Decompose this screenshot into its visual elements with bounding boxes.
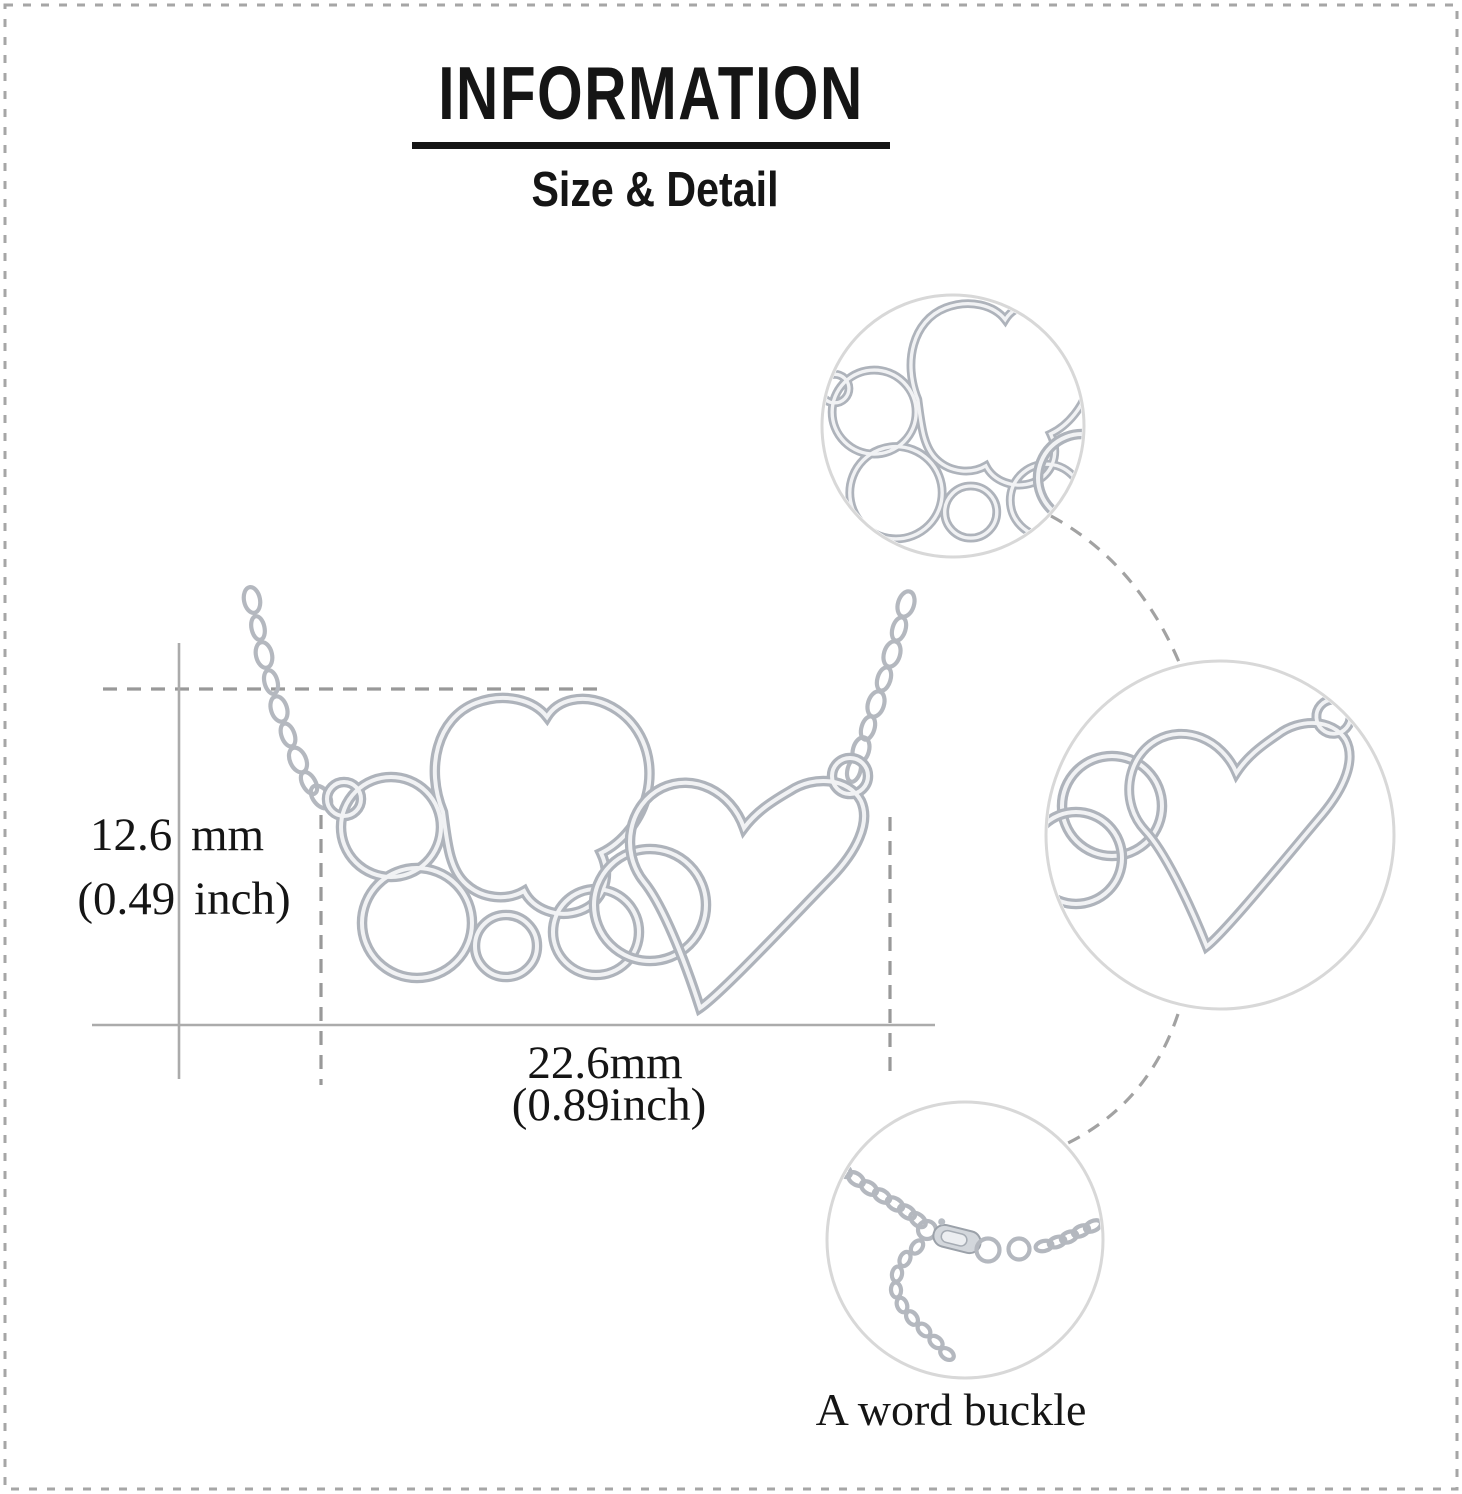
heart-pendant bbox=[630, 758, 868, 1008]
zoom-connector-line-2 bbox=[1066, 1014, 1178, 1144]
height-label-inch: (0.49 inch) bbox=[77, 873, 291, 925]
detail-circle-paw bbox=[820, 295, 1126, 557]
width-label-inch: (0.89inch) bbox=[511, 1079, 707, 1131]
dimension-lines bbox=[92, 643, 935, 1089]
necklace-chain-left bbox=[242, 586, 336, 812]
width-label-mm: 22.6mm bbox=[527, 1037, 683, 1089]
detail-circle-clasp bbox=[827, 1102, 1103, 1378]
detail-circle-heart bbox=[1030, 661, 1394, 1009]
zoom-connector-line-1 bbox=[1051, 516, 1179, 662]
page-title: INFORMATION bbox=[438, 51, 864, 135]
title-underline bbox=[412, 142, 890, 149]
connector-ring bbox=[594, 849, 706, 961]
height-label-mm: 12.6 mm bbox=[89, 809, 265, 861]
clasp-label: A word buckle bbox=[815, 1384, 1087, 1435]
page-subtitle: Size & Detail bbox=[531, 163, 779, 217]
